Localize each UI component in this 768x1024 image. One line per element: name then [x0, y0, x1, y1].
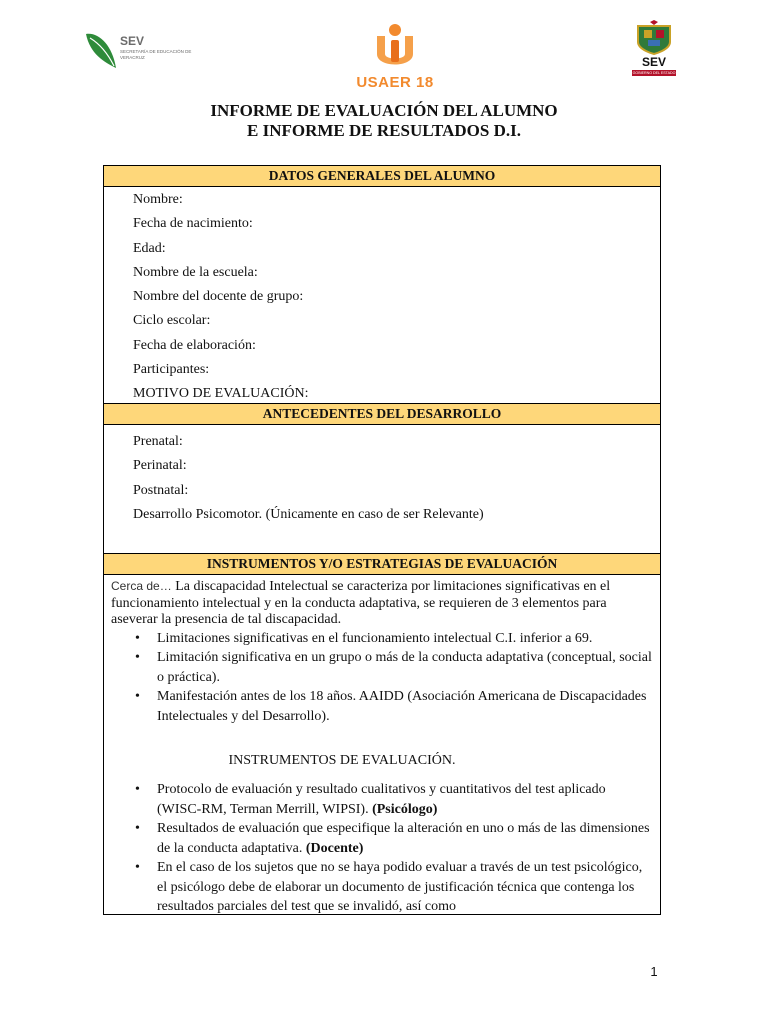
list-item: • Manifestación antes de los 18 años. AAIDD (Asociación Americana de Discapacidades Intelectuales y del Desarrollo).: [157, 687, 653, 726]
gobierno-estado-logo: [632, 20, 688, 80]
field-perinatal[interactable]: Perinatal:: [133, 458, 187, 474]
sev-right-subtitle: GOBIERNO DEL ESTADO: [632, 71, 676, 75]
section-body-instrumentos: [104, 575, 660, 915]
list-item: • Limitaciones significativas en el funcionamiento intelectual C.I. inferior a 69.: [157, 629, 653, 649]
instruments-list: [111, 780, 653, 915]
instruments-subheading: INSTRUMENTOS DE EVALUACIÓN.: [228, 753, 456, 768]
instrument-text: Resultados de evaluación que especifique la alteración en uno o más de las dimensiones de la conducta adaptativa.: [157, 821, 650, 856]
usaer-name: USAER 18: [356, 74, 434, 91]
coat-of-arms-icon: [632, 20, 676, 56]
page-number: 1: [650, 964, 658, 979]
list-item: [157, 858, 653, 915]
instrument-text: En el caso de los sujetos que no se haya podido evaluar a través de un test psicológico, el psicólogo debe de elaborar un documento de justificación técnica que contenga los resultados parciales del test que se invalidó, así como: [157, 860, 643, 914]
field-nombre[interactable]: Nombre:: [133, 192, 183, 207]
field-postnatal[interactable]: Postnatal:: [133, 482, 189, 498]
list-item: • Limitación significativa en un grupo o más de la conducta adaptativa (conceptual, social o práctica).: [157, 648, 653, 687]
intro-lead: Cerca de…: [111, 579, 172, 593]
list-item: [157, 780, 653, 819]
intro-text: La discapacidad Intelectual se caracteriza por limitaciones significativas en el funcionamiento intelectual y en la conducta adaptativa, se requieren de 3 elementos para aseverar la presencia de tal discapacidad.: [111, 579, 611, 627]
list-item: [157, 819, 653, 858]
title-line-2: E INFORME DE RESULTADOS D.I.: [247, 121, 521, 140]
usaer-logo: [355, 22, 435, 94]
document-title: [0, 101, 768, 141]
sev-left-name: SEV: [120, 34, 145, 48]
field-ciclo-escolar[interactable]: Ciclo escolar:: [133, 313, 211, 329]
instrument-role: (Docente): [305, 840, 364, 856]
section-body-antecedentes: [104, 425, 660, 554]
field-fecha-elaboracion[interactable]: Fecha de elaboración:: [133, 337, 256, 353]
intro-paragraph: [111, 578, 653, 629]
section-heading-instrumentos: INSTRUMENTOS Y/O ESTRATEGIAS DE EVALUACIÓN: [104, 554, 660, 575]
section-heading-antecedentes: ANTECEDENTES DEL DESARROLLO: [104, 404, 660, 425]
field-nombre-escuela[interactable]: Nombre de la escuela:: [133, 264, 258, 280]
field-docente-grupo[interactable]: Nombre del docente de grupo:: [133, 289, 304, 305]
field-prenatal[interactable]: Prenatal:: [133, 434, 183, 449]
sev-right-name: SEV: [641, 55, 666, 69]
usaer-u-icon: [355, 22, 435, 74]
leaf-icon: [84, 28, 118, 74]
field-edad[interactable]: Edad:: [133, 240, 166, 256]
instrument-role: (Psicólogo): [372, 801, 438, 817]
section-heading-datos: DATOS GENERALES DEL ALUMNO: [104, 166, 660, 187]
instrument-text: Protocolo de evaluación y resultado cualitativos y cuantitativos del test aplicado (WISC-RM, Terman Merrill, WIPSI).: [157, 782, 606, 817]
title-line-1: INFORME DE EVALUACIÓN DEL ALUMNO: [210, 101, 558, 120]
field-fecha-nacimiento[interactable]: Fecha de nacimiento:: [133, 216, 253, 232]
section-body-datos: [104, 187, 660, 404]
page-header: [0, 0, 768, 100]
sev-left-subtitle: SECRETARÍA DE EDUCACIÓN DE VERACRUZ: [120, 49, 192, 60]
evaluation-form: [103, 165, 661, 915]
field-motivo-evaluacion[interactable]: MOTIVO DE EVALUACIÓN:: [133, 386, 309, 402]
field-participantes[interactable]: Participantes:: [133, 362, 210, 378]
field-desarrollo-psicomotor[interactable]: Desarrollo Psicomotor. (Únicamente en caso de ser Relevante): [133, 506, 484, 522]
sev-veracruz-logo: [84, 28, 204, 74]
criteria-list: [111, 629, 653, 727]
